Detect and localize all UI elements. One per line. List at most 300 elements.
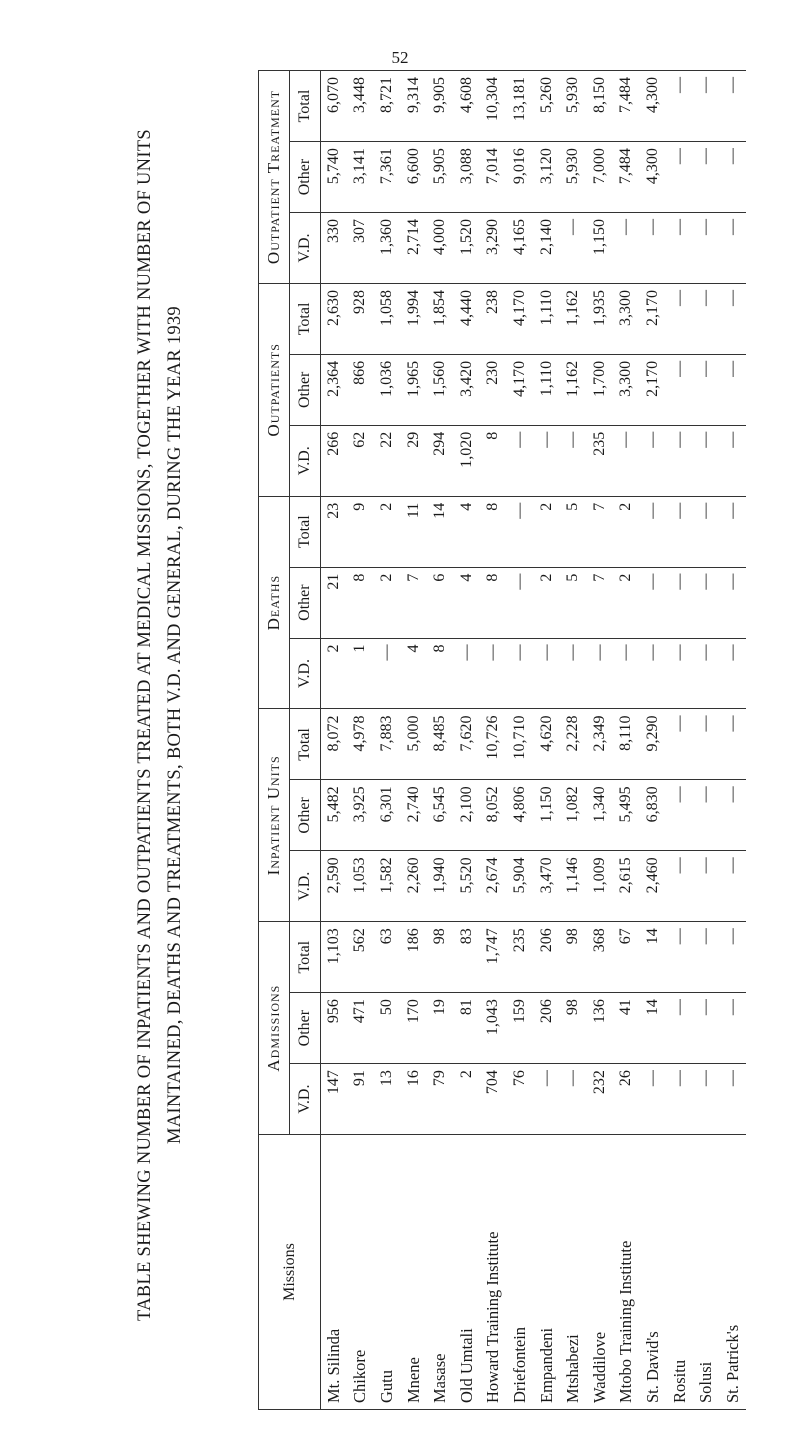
table-cell: 4,978 [347,709,374,780]
table-row [374,71,401,1410]
table-cell: — [666,425,693,496]
table-cell: 5 [560,567,587,638]
table-cell: — [613,425,640,496]
table-cell: 2 [613,496,640,567]
table-cell: 8 [480,567,507,638]
table-cell: — [507,425,534,496]
table-cell: — [666,142,693,213]
table-cell: 3,120 [533,142,560,213]
table-cell: 1,994 [400,283,427,354]
treatment-vd-header: V.D. [290,213,321,284]
table-cell: 5,000 [400,709,427,780]
table-row [507,71,534,1410]
deaths-vd-header: V.D. [290,638,321,709]
mission-name [533,1135,560,1410]
table-row [533,71,560,1410]
outpatients-header: Outpatients [259,283,290,496]
table-cell: 98 [560,993,587,1064]
statistics-table-container [258,70,746,1410]
table-cell: 1,560 [427,354,454,425]
table-cell: — [719,1064,746,1135]
table-cell: 4 [453,567,480,638]
table-cell: 562 [347,922,374,993]
table-cell: 67 [613,922,640,993]
table-cell: — [640,638,667,709]
table-cell: 471 [347,993,374,1064]
table-row [640,71,667,1410]
table-cell: 1,043 [480,993,507,1064]
table-cell: — [693,922,720,993]
mission-name-text: Masase [430,1353,450,1403]
table-cell: 866 [347,354,374,425]
table-cell: 1,965 [400,354,427,425]
table-cell: 3,141 [347,142,374,213]
table-cell: 1,009 [586,851,613,922]
table-cell: 19 [427,993,454,1064]
table-cell: 7 [586,567,613,638]
table-body [321,71,747,1410]
table-cell: 6,070 [321,71,348,142]
table-cell: 2 [374,567,401,638]
table-row [613,71,640,1410]
mission-name [453,1135,480,1410]
outpatient-treatment-header: Outpatient Treatment [259,71,290,284]
table-cell: 22 [374,425,401,496]
table-cell: 1,700 [586,354,613,425]
table-cell: 235 [507,922,534,993]
table-row [693,71,720,1410]
table-cell: 1,110 [533,354,560,425]
mission-name-text: Mtshabezi [563,1334,583,1403]
mission-name-text: Old Umtali [456,1328,476,1403]
mission-name-text: St. Patrick's [722,1324,742,1403]
table-cell: 136 [586,993,613,1064]
table-cell: 1,935 [586,283,613,354]
table-cell: 26 [613,1064,640,1135]
table-cell: 8 [347,567,374,638]
mission-name [480,1135,507,1410]
table-cell: 1,582 [374,851,401,922]
table-cell: 50 [374,993,401,1064]
table-cell: 1,036 [374,354,401,425]
table-cell: 8,485 [427,709,454,780]
table-cell: 3,300 [613,283,640,354]
table-cell: — [560,425,587,496]
mission-name [586,1135,613,1410]
table-cell: 29 [400,425,427,496]
table-cell: 235 [586,425,613,496]
table-cell: 232 [586,1064,613,1135]
table-cell: 4,620 [533,709,560,780]
table-cell: 3,448 [347,71,374,142]
table-cell: — [719,213,746,284]
admissions-other-header: Other [290,993,321,1064]
table-heading [130,40,190,1410]
table-cell: — [666,354,693,425]
table-cell: 1,150 [586,213,613,284]
table-cell: 1,082 [560,780,587,851]
table-cell: 14 [640,993,667,1064]
table-cell: — [693,142,720,213]
table-cell: 62 [347,425,374,496]
table-cell: 4,170 [507,354,534,425]
table-cell: — [507,496,534,567]
table-cell: — [719,780,746,851]
table-cell: 2,170 [640,283,667,354]
table-cell: 41 [613,993,640,1064]
table-cell: 1,053 [347,851,374,922]
table-cell: — [666,851,693,922]
table-row [480,71,507,1410]
mission-name [719,1135,746,1410]
table-cell: 9,314 [400,71,427,142]
table-cell: 368 [586,922,613,993]
table-cell: 928 [347,283,374,354]
table-cell: 1,058 [374,283,401,354]
outpatients-vd-header: V.D. [290,425,321,496]
table-cell: 4,165 [507,213,534,284]
table-cell: 206 [533,922,560,993]
table-cell: 7,620 [453,709,480,780]
table-cell: 2,590 [321,851,348,922]
table-row [453,71,480,1410]
table-cell: 956 [321,993,348,1064]
table-cell: — [453,638,480,709]
table-cell: 2,674 [480,851,507,922]
mission-name [613,1135,640,1410]
inpatient-units-total-header: Total [290,709,321,780]
table-cell: 14 [640,922,667,993]
table-cell: 1,520 [453,213,480,284]
table-cell: 159 [507,993,534,1064]
table-cell: 6 [427,567,454,638]
mission-name [321,1135,348,1410]
mission-name [560,1135,587,1410]
table-cell: 98 [427,922,454,993]
mission-name-text: Mt. Silinda [324,1328,344,1403]
table-cell: 3,088 [453,142,480,213]
table-cell: — [666,71,693,142]
missions-header: Missions [259,1135,321,1410]
table-cell: 7,484 [613,71,640,142]
table-cell: 8,150 [586,71,613,142]
table-cell: 6,545 [427,780,454,851]
mission-name-text: Waddilove [589,1331,609,1403]
table-cell: 2,170 [640,354,667,425]
table-cell: — [693,425,720,496]
deaths-header: Deaths [259,496,290,709]
table-cell: — [666,922,693,993]
table-cell: 13 [374,1064,401,1135]
table-cell: 13,181 [507,71,534,142]
table-cell: 3,300 [613,354,640,425]
table-cell: 3,470 [533,851,560,922]
table-cell: 2 [613,567,640,638]
table-cell: 5,930 [560,142,587,213]
table-cell: 2 [321,638,348,709]
table-cell: — [693,709,720,780]
table-cell: 1,854 [427,283,454,354]
mission-name [400,1135,427,1410]
table-cell: — [693,851,720,922]
inpatient-units-header: Inpatient Units [259,709,290,922]
table-cell: 9,905 [427,71,454,142]
table-cell: 5,905 [427,142,454,213]
table-cell: 23 [321,496,348,567]
table-cell: 8,052 [480,780,507,851]
table-cell: 7 [586,496,613,567]
table-cell: 7 [400,567,427,638]
table-cell: 2,714 [400,213,427,284]
table-cell: — [719,142,746,213]
treatment-total-header: Total [290,71,321,142]
table-cell: 1,747 [480,922,507,993]
table-cell: — [719,709,746,780]
table-row [400,71,427,1410]
table-cell: 330 [321,213,348,284]
mission-name-text: Empandeni [536,1327,556,1403]
table-cell: — [666,638,693,709]
table-cell: — [613,638,640,709]
table-cell: 206 [533,993,560,1064]
table-cell: 1,940 [427,851,454,922]
table-cell: — [666,709,693,780]
table-row [321,71,348,1410]
table-cell: 8 [427,638,454,709]
mission-name [427,1135,454,1410]
table-row [347,71,374,1410]
table-cell: 2,460 [640,851,667,922]
table-cell: — [719,71,746,142]
inpatient-units-other-header: Other [290,780,321,851]
table-cell: 1,360 [374,213,401,284]
table-cell: 9,016 [507,142,534,213]
table-cell: — [374,638,401,709]
table-row [586,71,613,1410]
table-cell: — [693,213,720,284]
mission-name [347,1135,374,1410]
table-cell: 5,904 [507,851,534,922]
table-cell: 1,150 [533,780,560,851]
table-cell: 1,146 [560,851,587,922]
outpatients-total-header: Total [290,283,321,354]
table-cell: 4,440 [453,283,480,354]
table-row [666,71,693,1410]
inpatient-units-vd-header: V.D. [290,851,321,922]
table-cell: 8 [480,496,507,567]
table-cell: 2 [453,1064,480,1135]
table-cell: — [666,1064,693,1135]
table-cell: 2,260 [400,851,427,922]
table-cell: 10,726 [480,709,507,780]
table-cell: 266 [321,425,348,496]
table-cell: 1 [347,638,374,709]
mission-name-text: Gutu [376,1370,396,1403]
table-row [719,71,746,1410]
heading-line-1: TABLE SHEWING NUMBER OF INPATIENTS AND OUTPATIENTS TREATED AT MEDICAL MISSIONS, TOGETHER WITH NUMBER OF UNITS [135,129,155,1321]
table-cell: 91 [347,1064,374,1135]
table-cell: — [640,1064,667,1135]
table-cell: — [507,638,534,709]
table-cell: 3,925 [347,780,374,851]
table-cell: 5,930 [560,71,587,142]
table-cell: 5,495 [613,780,640,851]
table-cell: 2 [533,567,560,638]
table-cell: — [640,425,667,496]
admissions-total-header: Total [290,922,321,993]
table-cell: — [533,638,560,709]
table-cell: 7,883 [374,709,401,780]
table-cell: 238 [480,283,507,354]
table-cell: 8 [480,425,507,496]
mission-name-text: Rositu [669,1359,689,1403]
table-cell: — [719,851,746,922]
table-cell: — [719,638,746,709]
outpatients-other-header: Other [290,354,321,425]
table-cell: 5,740 [321,142,348,213]
mission-name [640,1135,667,1410]
table-cell: 4,000 [427,213,454,284]
mission-name-text: Mnene [403,1357,423,1403]
table-cell: 5,520 [453,851,480,922]
table-cell: 6,600 [400,142,427,213]
table-cell: 230 [480,354,507,425]
table-cell: 8,110 [613,709,640,780]
table-cell: — [719,567,746,638]
table-cell: 4,300 [640,142,667,213]
table-cell: 8,072 [321,709,348,780]
table-cell: 3,420 [453,354,480,425]
table-cell: 186 [400,922,427,993]
table-cell: — [693,567,720,638]
mission-name-text: Driefontein [509,1326,529,1403]
table-cell: 7,000 [586,142,613,213]
table-cell: — [693,71,720,142]
table-cell: 2,364 [321,354,348,425]
table-cell: 1,162 [560,283,587,354]
table-cell: 16 [400,1064,427,1135]
table-cell: 1,103 [321,922,348,993]
table-cell: 1,340 [586,780,613,851]
table-cell: — [560,213,587,284]
table-cell: — [693,1064,720,1135]
table-cell: 81 [453,993,480,1064]
table-cell: — [533,425,560,496]
medical-missions-table [258,70,746,1410]
table-cell: — [507,567,534,638]
table-cell: — [719,354,746,425]
table-cell: — [666,567,693,638]
table-cell: 76 [507,1064,534,1135]
table-cell: — [480,638,507,709]
table-cell: — [560,638,587,709]
mission-name [374,1135,401,1410]
table-cell: 4,300 [640,71,667,142]
table-cell: 83 [453,922,480,993]
table-cell: — [719,922,746,993]
table-cell: — [719,283,746,354]
table-cell: — [586,638,613,709]
table-cell: — [666,993,693,1064]
table-cell: — [719,993,746,1064]
mission-name-text: Chikore [350,1349,370,1403]
table-cell: 2 [533,496,560,567]
table-cell: — [693,638,720,709]
table-cell: — [719,496,746,567]
table-cell: — [613,213,640,284]
table-cell: 8,721 [374,71,401,142]
table-cell: 2,615 [613,851,640,922]
table-cell: 2,349 [586,709,613,780]
table-cell: — [640,567,667,638]
admissions-header: Admissions [259,922,290,1135]
table-cell: 14 [427,496,454,567]
table-cell: 1,162 [560,354,587,425]
table-cell: — [693,354,720,425]
table-row [427,71,454,1410]
table-cell: 2,630 [321,283,348,354]
table-cell: 2,140 [533,213,560,284]
table-cell: — [693,496,720,567]
table-cell: — [666,283,693,354]
table-cell: 5,482 [321,780,348,851]
page-number: 52 [391,48,409,67]
table-cell: 6,830 [640,780,667,851]
table-cell: — [666,213,693,284]
mission-name [666,1135,693,1410]
heading-line-2: MAINTAINED, DEATHS AND TREATMENTS, BOTH V.D. AND GENERAL, DURING THE YEAR 1939 [165,306,185,1144]
table-cell: 4,170 [507,283,534,354]
table-cell: — [640,496,667,567]
table-cell: — [666,496,693,567]
table-cell: — [640,213,667,284]
table-cell: 9 [347,496,374,567]
deaths-other-header: Other [290,567,321,638]
table-cell: 4,806 [507,780,534,851]
table-cell: — [666,780,693,851]
deaths-total-header: Total [290,496,321,567]
table-cell: — [533,1064,560,1135]
table-cell: 7,014 [480,142,507,213]
table-cell: 147 [321,1064,348,1135]
table-cell: 2,100 [453,780,480,851]
table-cell: 2 [374,496,401,567]
table-cell: 3,290 [480,213,507,284]
table-cell: 4 [400,638,427,709]
table-cell: 4 [453,496,480,567]
mission-name [507,1135,534,1410]
table-cell: 98 [560,922,587,993]
mission-name [693,1135,720,1410]
table-cell: — [693,283,720,354]
table-cell: 2,740 [400,780,427,851]
table-cell: 21 [321,567,348,638]
admissions-vd-header: V.D. [290,1064,321,1135]
table-cell: 7,484 [613,142,640,213]
table-cell: 5 [560,496,587,567]
mission-name-text: Howard Training Institute [483,1231,503,1403]
table-cell: — [693,993,720,1064]
mission-name-text: St. David's [642,1331,662,1403]
table-cell: 9,290 [640,709,667,780]
table-cell: 10,710 [507,709,534,780]
table-cell: 7,361 [374,142,401,213]
table-cell: — [693,780,720,851]
table-cell: — [719,425,746,496]
mission-name-text: Solusi [696,1361,716,1403]
table-cell: 170 [400,993,427,1064]
table-cell: 2,228 [560,709,587,780]
